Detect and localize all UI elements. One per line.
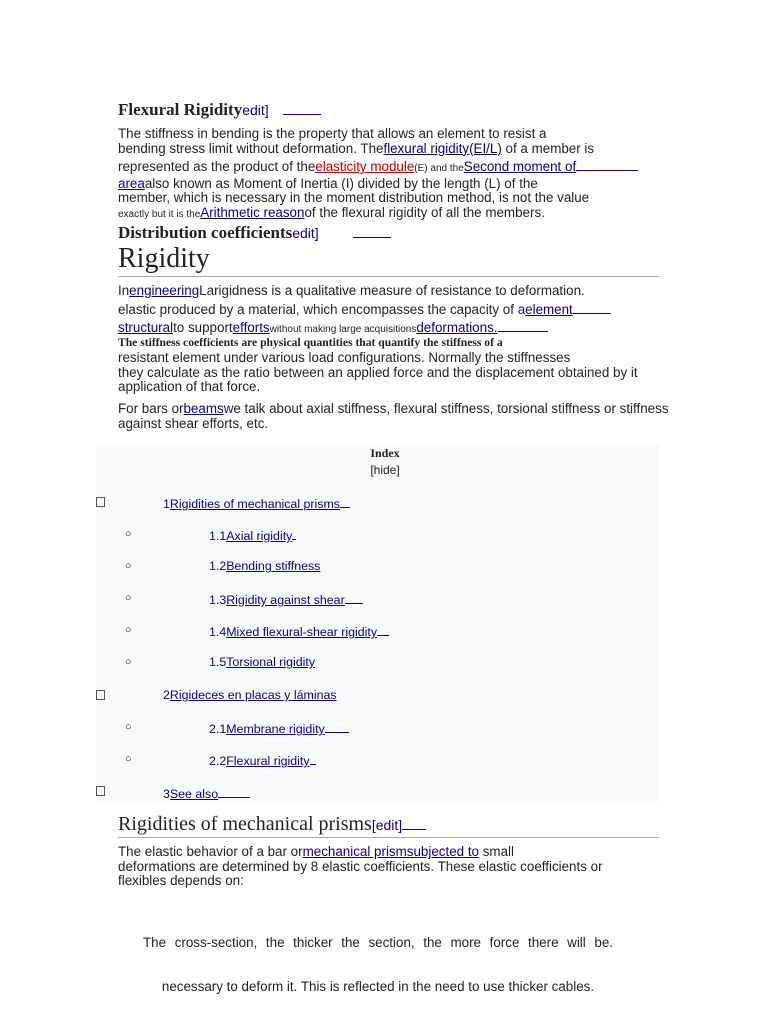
- efforts-link[interactable]: efforts: [232, 320, 270, 336]
- toc-item[interactable]: [209, 527, 296, 543]
- text: The elastic behavior of a bar or: [118, 844, 303, 859]
- link-underline: [310, 752, 316, 765]
- text: small: [479, 844, 514, 859]
- text-line: [118, 177, 638, 192]
- toc-bullet-circle: ○: [125, 560, 132, 572]
- heading-text: Rigidities of mechanical prisms: [118, 813, 372, 835]
- toc-bullet-circle: ○: [125, 721, 132, 733]
- link-underline: [353, 223, 391, 238]
- section-divider: [118, 837, 659, 838]
- text: we talk about axial stiffness, flexural stiffness, torsional stiffness or stiffness: [223, 401, 669, 416]
- text: of a member is: [501, 140, 595, 156]
- toc-number: 3: [163, 787, 170, 801]
- toc-item[interactable]: [209, 623, 389, 639]
- structural-link[interactable]: structural: [118, 320, 174, 336]
- edit-link[interactable]: edit]: [375, 817, 403, 833]
- text-line: [118, 156, 638, 177]
- toc-bullet-square: [96, 497, 105, 507]
- arithmetic-reason-link[interactable]: Arithmetic reason: [200, 204, 305, 220]
- text-line: The stiffness coefficients are physical quantities that quantify the stiffness of a: [118, 336, 503, 349]
- toc-bullet-square: [96, 786, 105, 796]
- text-line: [118, 284, 611, 299]
- toc-label: Mixed flexural-shear rigidity: [226, 625, 378, 639]
- text-line: member, which is necessary in the moment distribution method, is not the value: [118, 190, 590, 206]
- text-line: [118, 317, 611, 338]
- toc-label: Torsional rigidity: [226, 655, 316, 669]
- toc-item[interactable]: [209, 591, 363, 607]
- toc-label: Rigideces en placas y láminas: [169, 688, 337, 702]
- toc-label: Axial rigidity: [226, 529, 293, 543]
- prisms-paragraph: [118, 845, 603, 889]
- toc-label: Rigidity against shear: [226, 593, 345, 607]
- link-underline: [345, 591, 363, 604]
- link-underline: [218, 785, 250, 798]
- toc-item[interactable]: [209, 655, 315, 669]
- text: to support: [173, 320, 233, 336]
- bars-paragraph: [118, 402, 669, 431]
- title-divider: [118, 276, 659, 277]
- link-underline: [498, 317, 548, 332]
- text-line: [118, 845, 603, 860]
- page-title: Rigidity: [118, 243, 210, 274]
- toc-label: See also: [169, 787, 219, 801]
- toc-bullet-circle: ○: [125, 656, 132, 668]
- link-underline: [283, 100, 321, 115]
- link-underline: [292, 527, 296, 540]
- beams-link[interactable]: beams: [183, 401, 224, 416]
- toc-item[interactable]: [163, 495, 350, 511]
- elasticity-module-link[interactable]: elasticity module: [315, 159, 415, 175]
- second-moment-link[interactable]: Second moment of: [463, 159, 577, 175]
- link-underline: [576, 156, 638, 171]
- quote-line: necessary to deform it. This is reflected in the need to use thicker cables.: [161, 978, 595, 994]
- engineering-link[interactable]: engineering: [129, 283, 200, 298]
- blockquote: [143, 906, 613, 1010]
- area-link[interactable]: area: [118, 175, 145, 191]
- text-line: deformations are determined by 8 elastic coefficients. These elastic coefficients or: [118, 858, 603, 874]
- text-line: they calculate as the ratio between an applied force and the displacement obtained by it: [118, 364, 638, 380]
- toc-hide-toggle[interactable]: [hide]: [370, 463, 400, 477]
- toc-title: Index: [370, 446, 400, 460]
- text: elastic produced by a material, which encompasses the capacity of a: [118, 301, 526, 317]
- section-heading-flexural-rigidity: [118, 100, 321, 120]
- text-line: The stiffness in bending is the property that allows an element to resist a: [118, 126, 547, 141]
- deformations-link[interactable]: deformations.: [416, 320, 498, 336]
- heading-text: Flexural Rigidity: [118, 100, 243, 119]
- toc-number: 2.2: [209, 754, 227, 768]
- toc-number: 2.1: [209, 722, 227, 736]
- toc-number: 1.3: [209, 593, 227, 607]
- text: For bars or: [118, 401, 184, 416]
- edit-link[interactable]: edit]: [242, 102, 269, 118]
- element-link[interactable]: element: [525, 301, 573, 317]
- heading-text: Distribution coefficients: [118, 223, 293, 242]
- toc-number: 1: [163, 497, 170, 511]
- toc-item[interactable]: [163, 785, 250, 801]
- link-underline: [573, 299, 611, 314]
- toc-bullet-circle: ○: [125, 624, 132, 636]
- text: also known as Moment of Inertia (I) divided by the length (L) of the: [144, 175, 538, 191]
- toc-bullet-circle: ○: [125, 592, 132, 604]
- small-text: (E) and the: [414, 163, 464, 175]
- text-line: [118, 206, 638, 223]
- toc-item[interactable]: [163, 688, 337, 702]
- toc-label: Bending stiffness: [226, 559, 321, 573]
- toc-item[interactable]: [209, 752, 316, 768]
- toc-label: Membrane rigidity: [226, 722, 325, 736]
- text-line: against shear efforts, etc.: [118, 415, 269, 431]
- link-underline: [402, 813, 426, 830]
- text-line: flexibles depends on:: [118, 873, 244, 889]
- mechanical-prism-link[interactable]: mechanical prism: [302, 844, 407, 859]
- toc-number: 2: [163, 688, 170, 702]
- toc-number: 1.1: [209, 529, 227, 543]
- toc-bullet-square: [96, 690, 105, 700]
- ei-l-link[interactable]: (EI/L): [469, 140, 502, 156]
- edit-link[interactable]: edit]: [292, 225, 319, 241]
- toc-item[interactable]: [209, 559, 320, 573]
- small-text: exactly but it is the: [118, 208, 201, 220]
- intro-paragraph: [118, 284, 611, 338]
- section-heading-distribution-coefficients: [118, 223, 391, 243]
- toc-number: 1.4: [209, 625, 227, 639]
- toc-bullet-circle: ○: [125, 528, 132, 540]
- link-underline: [325, 720, 349, 733]
- small-text: without making large acquisitions: [269, 324, 417, 336]
- flexural-paragraph: [118, 127, 638, 223]
- subjected-to-link[interactable]: subjected to: [406, 844, 479, 859]
- text: bending stress limit without deformation. The: [118, 140, 384, 156]
- toc-number: 1.5: [209, 655, 227, 669]
- text-line: [118, 142, 638, 157]
- stiffness-paragraph: [118, 336, 638, 395]
- text-line: resistant element under various load configurations. Normally the stiffnesses: [118, 349, 571, 365]
- section-heading-mechanical-prisms: [118, 813, 426, 836]
- link-underline: [377, 623, 389, 636]
- toc-item[interactable]: [209, 720, 349, 736]
- text: In: [118, 283, 130, 298]
- text: represented as the product of the: [118, 159, 316, 175]
- text: rigidness is a qualitative measure of resistance to deformation.: [214, 283, 585, 298]
- toc-bullet-circle: ○: [125, 753, 132, 765]
- text-line: [118, 299, 611, 318]
- flexural-rigidity-link[interactable]: flexural rigidity: [383, 140, 470, 156]
- edit-bracket: [: [371, 817, 376, 833]
- text-line: [118, 402, 669, 417]
- link-underline: [340, 495, 350, 508]
- toc-label: Flexural rigidity: [226, 754, 310, 768]
- text: La: [199, 283, 215, 298]
- toc-label: Rigidities of mechanical prisms: [169, 497, 340, 511]
- text: of the flexural rigidity of all the members.: [304, 204, 545, 220]
- text-line: application of that force.: [118, 379, 261, 395]
- quote-line: The cross-section, the thicker the section, the more force there will be.: [143, 934, 613, 950]
- toc-number: 1.2: [209, 559, 227, 573]
